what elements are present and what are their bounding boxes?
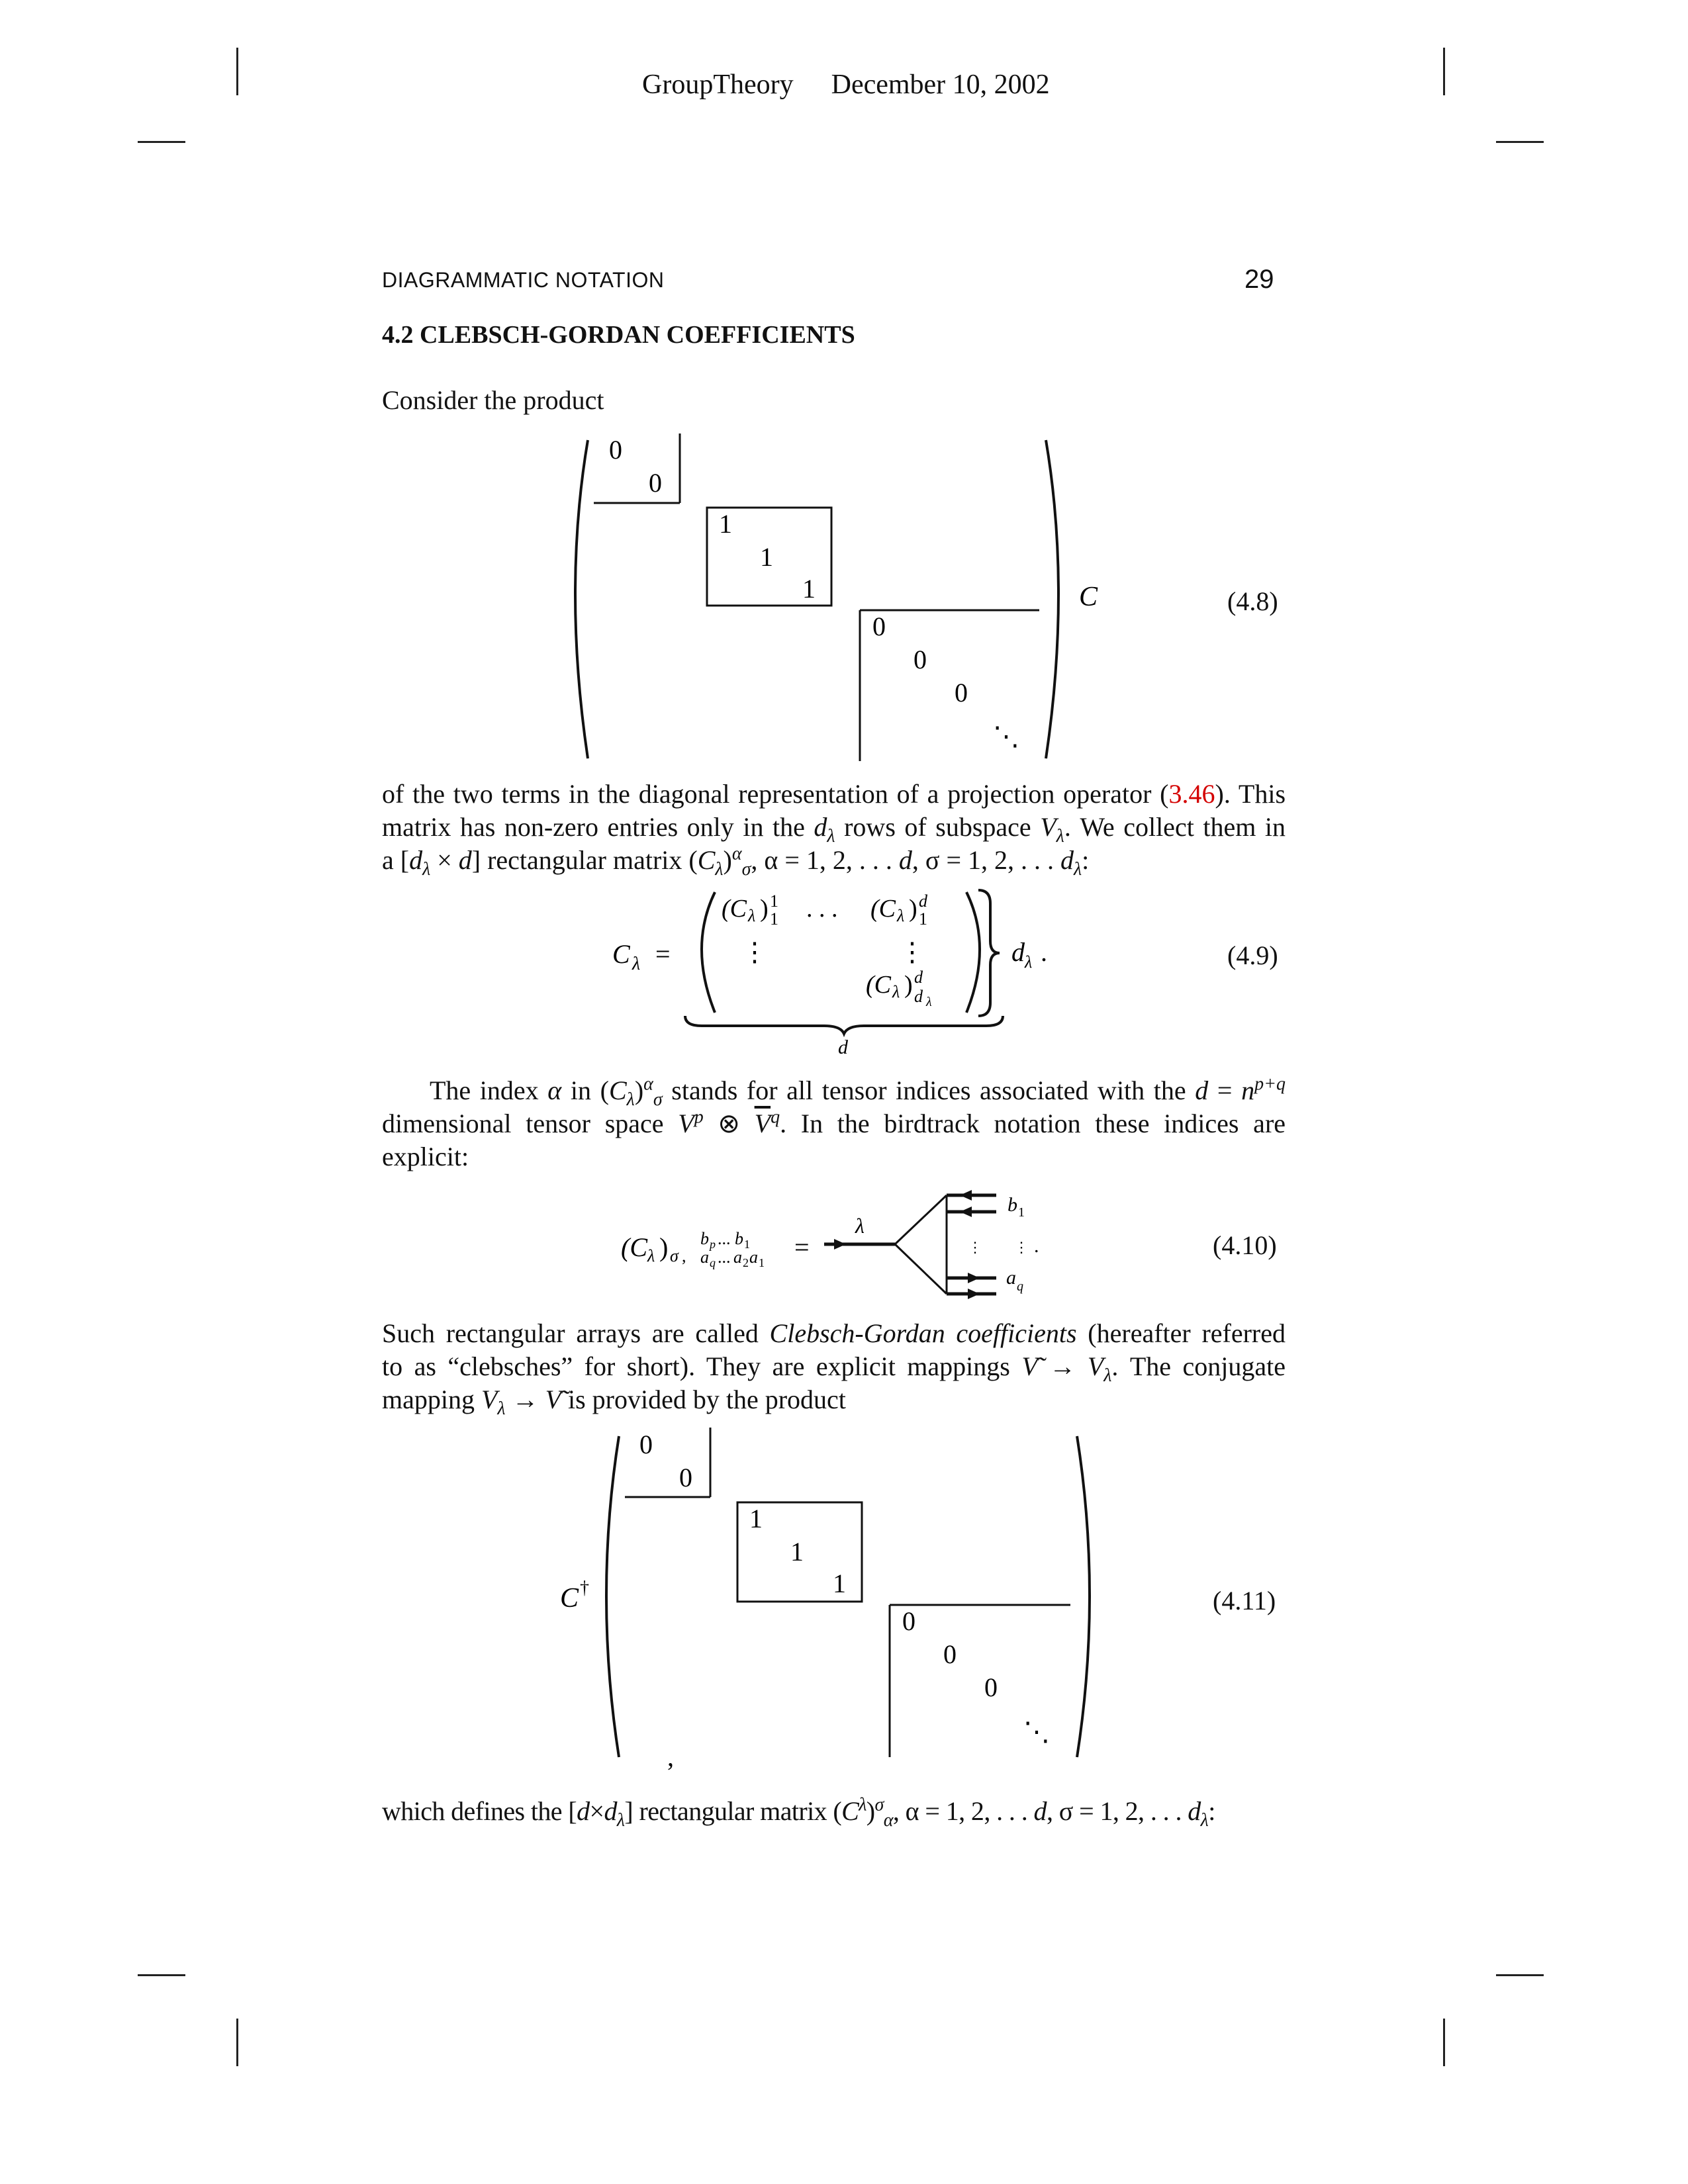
lower-2: 2	[743, 1256, 749, 1269]
brace-right-label: d	[1011, 937, 1025, 967]
page-number: 29	[1244, 265, 1274, 294]
brace-right-period: .	[1041, 937, 1047, 967]
matrix-entry-one: 1	[802, 574, 816, 604]
text-line: dimensional tensor space $V^p$ ⊗ $\overline{V}^q$. In the birdtrack notation these indices are	[382, 1107, 1286, 1138]
text-line: explicit:	[382, 1142, 469, 1171]
upper-1: 1	[744, 1238, 750, 1251]
lower-q: q	[710, 1256, 716, 1269]
eq-4-11-comma: ,	[667, 1742, 674, 1772]
upper-idx: b	[700, 1229, 709, 1248]
matrix-entry-one: 1	[749, 1504, 763, 1533]
top-label: b	[1008, 1194, 1017, 1216]
entry-last-sub-sub: λ	[926, 995, 932, 1009]
matrix-entry-one: 1	[790, 1537, 804, 1567]
matrix-entry-one: 1	[833, 1569, 846, 1598]
lower-idx-a1: a	[749, 1248, 758, 1267]
matrix-entry-zero: 0	[955, 678, 968, 707]
lower-1: 1	[759, 1256, 765, 1269]
brace-right-sub: λ	[1025, 952, 1033, 972]
matrix-entry-zero: 0	[609, 435, 622, 465]
text-line: Such rectangular arrays are called Clebsch-Gordan coefficients (hereafter referred	[382, 1318, 1286, 1348]
section-label: DIAGRAMMATIC NOTATION	[382, 268, 665, 292]
running-header-title: GroupTheory	[642, 69, 794, 100]
entry-last-sup: d	[914, 968, 923, 987]
vdots: ⋮	[899, 937, 925, 967]
entry-1-d-sub: 1	[919, 909, 927, 929]
matrix-entry-zero: 0	[984, 1672, 998, 1702]
matrix-entry-one: 1	[719, 509, 732, 539]
text-line: of the two terms in the diagonal representation of a projection operator (3.46). This	[382, 779, 1286, 809]
text-line: mapping $V_\lambda \to V$ is provided by the product	[382, 1385, 846, 1419]
matrix-entry-zero: 0	[914, 645, 927, 674]
eq-4-10-lhs: (C	[621, 1232, 647, 1262]
eq-4-10-lhs-close: )	[659, 1232, 669, 1262]
crop-mark	[1496, 1974, 1544, 1976]
entry-last-close: )	[904, 971, 913, 999]
eq-4-10-lhs-sub2: σ	[670, 1246, 679, 1265]
intro-text: Consider the product	[382, 385, 604, 415]
line-label: λ	[855, 1214, 865, 1238]
matrix-entry-zero: 0	[639, 1430, 653, 1459]
label-dots: ⋮	[1014, 1239, 1029, 1255]
running-header-date: December 10, 2002	[831, 69, 1050, 100]
bottom-sub: q	[1017, 1279, 1023, 1294]
upper-p: p	[710, 1238, 716, 1251]
eq-4-10-lhs-sub: λ	[647, 1246, 655, 1265]
eq-4-10-number: (4.10)	[1213, 1230, 1277, 1260]
paragraph-4: which defines the $[d\times d_\lambda]$ rectangular matrix $(C^\lambda)^\sigma_\alpha$, α = 1, 2, . . . d, σ = 1, 2, . . . $d_\lambda$:	[382, 1794, 1215, 1831]
matrix-ddots: ⋱	[1023, 1717, 1050, 1747]
matrix-entry-zero: 0	[679, 1463, 692, 1492]
entry-last-sub-lambda: λ	[892, 982, 900, 1001]
eq-4-11-label-sup: †	[580, 1578, 589, 1598]
eq-4-9-lhs: C	[612, 939, 630, 969]
eq-4-8-number: (4.8)	[1227, 586, 1278, 616]
eq-4-10-period: .	[1034, 1235, 1039, 1257]
top-sub: 1	[1018, 1205, 1025, 1220]
eq-4-10-equals: =	[794, 1232, 810, 1262]
crop-mark	[236, 2019, 238, 2066]
left-paren	[606, 1436, 619, 1757]
hdots: . . .	[806, 895, 838, 923]
matrix-entry-zero: 0	[902, 1606, 915, 1636]
right-paren	[1077, 1436, 1090, 1757]
entry-1-d: (C	[870, 895, 896, 923]
text-line: a $[d_\lambda \times d]$ rectangular matrix $(C_\lambda)^\alpha_\sigma$, α = 1, 2, . . . d, σ = 1, 2, . . . $d_\lambda$:	[382, 843, 1090, 880]
eq-4-11-label: C	[560, 1583, 579, 1614]
matrix-entry-one: 1	[760, 542, 773, 572]
text-line: to as “clebsches” for short). They are explicit mappings Ṽ → $V_\lambda$. The conjugate	[382, 1351, 1286, 1386]
entry-last-sub: d	[914, 987, 923, 1006]
entry-last: (C	[866, 971, 891, 999]
term-emphasis: Clebsch-Gordan coefficients	[769, 1318, 1077, 1348]
brace-under-label: d	[838, 1036, 848, 1058]
entry-1-1-sub: λ	[748, 906, 756, 925]
lower-idx: a	[700, 1248, 709, 1267]
eq-4-8-label: C	[1079, 582, 1098, 612]
entry-1-d-sup: d	[919, 891, 927, 911]
crop-mark	[138, 1974, 185, 1976]
upper-idx-b: b	[735, 1229, 743, 1248]
entry-1-1-sup: 1	[770, 891, 778, 911]
text-line: matrix has non-zero entries only in the $d_\lambda$ rows of subspace $V_\lambda$. We collect them in	[382, 812, 1286, 846]
bottom-label: a	[1006, 1267, 1016, 1289]
matrix-entry-zero: 0	[649, 468, 662, 498]
entry-1-d-sub-lambda: λ	[897, 906, 905, 925]
matrix-entry-zero: 0	[943, 1639, 957, 1669]
lower-idx-a2: a	[733, 1248, 742, 1267]
eq-4-9-equals: =	[655, 939, 671, 969]
leg-dots: ⋮	[968, 1239, 982, 1255]
lower-dots: ...	[718, 1248, 731, 1267]
entry-1-1-close: )	[760, 895, 769, 923]
vdots: ⋮	[741, 937, 768, 967]
entry-1-1-sub2: 1	[770, 909, 778, 929]
entry-1-1: (C	[722, 895, 747, 923]
text-line: The index α in $(C_\lambda)^\alpha_\sigma$ stands for all tensor indices associated with the $d = n^{p+q}$	[430, 1073, 1286, 1110]
eq-4-9-lhs-sub: λ	[632, 954, 641, 974]
upper-dots: ...	[718, 1229, 731, 1248]
equation-ref-link[interactable]: 3.46	[1168, 779, 1215, 809]
eq-4-9-number: (4.9)	[1227, 940, 1278, 970]
eq-4-10-comma: ,	[682, 1246, 686, 1265]
matrix-entry-zero: 0	[872, 612, 886, 641]
crop-mark	[1443, 2019, 1445, 2066]
matrix-ddots: ⋱	[993, 721, 1019, 751]
section-heading: 4.2 CLEBSCH-GORDAN COEFFICIENTS	[382, 321, 855, 349]
entry-1-d-close: )	[909, 895, 917, 923]
eq-4-11-number: (4.11)	[1213, 1586, 1276, 1615]
